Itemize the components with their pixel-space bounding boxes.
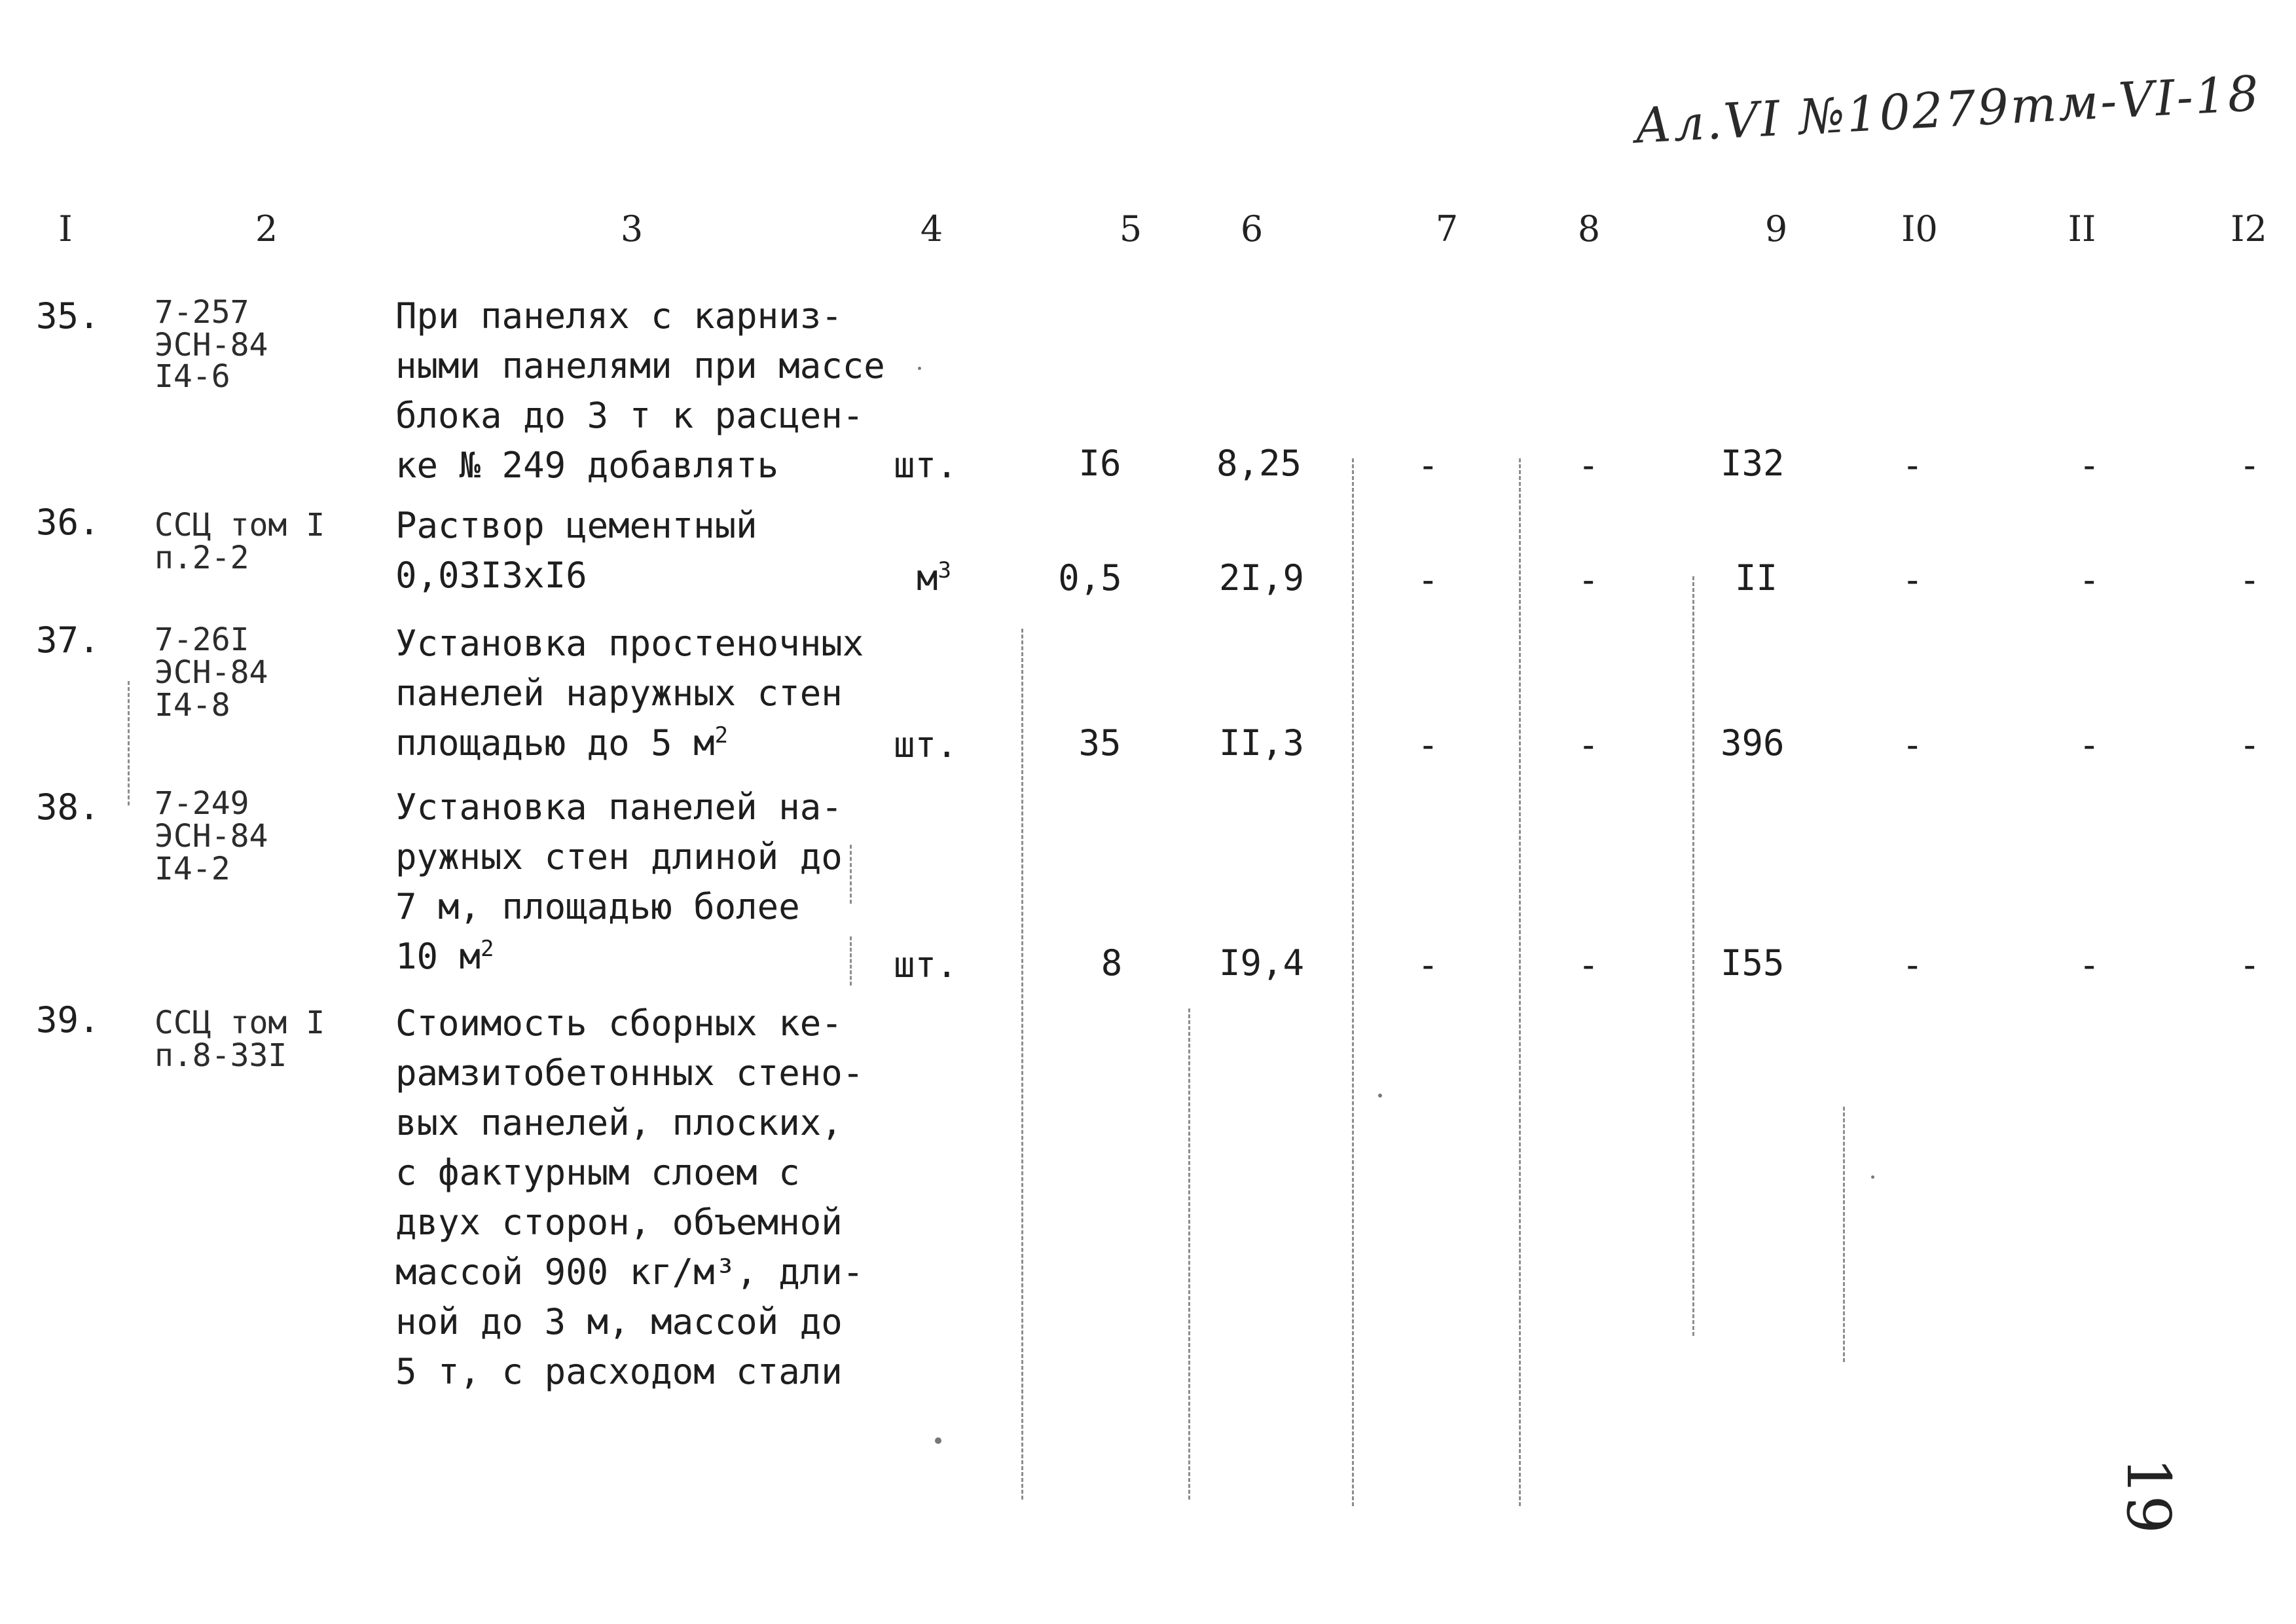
- col-header-6: 6: [1240, 208, 1264, 249]
- unit: шт.: [894, 445, 958, 486]
- col11-value: -: [2079, 445, 2100, 486]
- work-description: рамзитобетонных стено-: [395, 1052, 864, 1094]
- col12-value: -: [2239, 445, 2261, 486]
- col10-value: -: [1902, 724, 1923, 766]
- work-description: 10 $м^2$: [395, 936, 494, 977]
- quantity: 35: [1078, 722, 1121, 764]
- col12-value: -: [2239, 944, 2261, 986]
- norm-code: ССЦ том I: [155, 507, 325, 544]
- norm-code: ЭСН-84: [155, 818, 268, 855]
- quantity: I6: [1078, 443, 1121, 484]
- col12-value: -: [2239, 559, 2261, 600]
- total-cost: I55: [1721, 942, 1785, 984]
- scan-speck: [935, 1437, 941, 1444]
- col10-value: -: [1902, 445, 1923, 486]
- unit: шт.: [894, 944, 958, 986]
- work-description: площадью до 5 $м^2$: [395, 722, 729, 764]
- column-rule: [1352, 458, 1354, 1506]
- page-number: 19: [2113, 1457, 2183, 1534]
- col-header-7: 7: [1435, 208, 1459, 249]
- norm-code: ЭСН-84: [155, 654, 268, 691]
- work-description: Установка панелей на-: [395, 786, 843, 828]
- unit-price: 8,25: [1216, 443, 1302, 484]
- norm-code: I4-2: [155, 851, 230, 887]
- row-number: 38.: [36, 786, 100, 828]
- col-header-1: I: [58, 208, 73, 249]
- work-description: 5 т, с расходом стали: [395, 1351, 843, 1392]
- work-description: ружных стен длиной до: [395, 836, 843, 877]
- row-number: 37.: [36, 619, 100, 661]
- quantity: 8: [1101, 942, 1123, 984]
- col-header-9: 9: [1764, 208, 1788, 249]
- norm-code: п.2-2: [155, 540, 249, 576]
- work-description: ной до 3 м, массой до: [395, 1301, 843, 1342]
- norm-code: 7-249: [155, 785, 249, 822]
- norm-code: ССЦ том I: [155, 1005, 325, 1041]
- work-description: с фактурным слоем с: [395, 1152, 800, 1193]
- work-description: 0,03I3xI6: [395, 555, 587, 596]
- col-header-11: II: [2068, 208, 2096, 249]
- col-header-5: 5: [1119, 208, 1142, 249]
- work-description: Стоимость сборных ке-: [395, 1003, 843, 1044]
- col7-value: -: [1417, 559, 1439, 600]
- col11-value: -: [2079, 559, 2100, 600]
- column-rule: [1519, 458, 1521, 1506]
- norm-code: I4-8: [155, 687, 230, 724]
- norm-code: ЭСН-84: [155, 327, 268, 363]
- col7-value: -: [1417, 944, 1439, 986]
- col-header-10: I0: [1901, 208, 1938, 249]
- quantity: 0,5: [1058, 557, 1122, 599]
- col-header-12: I2: [2231, 208, 2267, 249]
- scan-speck: [1378, 1094, 1382, 1098]
- total-cost: 396: [1721, 722, 1785, 764]
- column-rule: [1188, 1008, 1190, 1500]
- col-header-4: 4: [920, 208, 943, 249]
- unit: $м^3$: [917, 557, 951, 599]
- work-description: ными панелями при массе: [395, 345, 885, 386]
- norm-code: I4-6: [155, 358, 230, 395]
- row-number: 35.: [36, 295, 100, 337]
- col-header-2: 2: [255, 208, 278, 249]
- scan-speck: [1871, 1175, 1874, 1179]
- work-description: 7 м, площадью более: [395, 886, 800, 927]
- col7-value: -: [1417, 724, 1439, 766]
- total-cost: I32: [1721, 443, 1785, 484]
- work-description: массой 900 кг/м³, дли-: [395, 1251, 864, 1293]
- col12-value: -: [2239, 724, 2261, 766]
- col8-value: -: [1578, 559, 1599, 600]
- column-rule: [850, 845, 852, 904]
- archive-stamp: Ал.VI №10279тм-VI-18: [1633, 65, 2262, 155]
- column-rule: [128, 681, 130, 805]
- unit-superscript: 2: [714, 722, 729, 748]
- work-description: При панелях с карниз-: [395, 295, 843, 337]
- col-header-3: 3: [620, 208, 644, 249]
- unit-price: 2I,9: [1219, 557, 1305, 599]
- row-number: 39.: [36, 999, 100, 1041]
- work-description: ке № 249 добавлять: [395, 445, 779, 486]
- work-description: вых панелей, плоских,: [395, 1102, 843, 1143]
- norm-code: 7-257: [155, 294, 249, 331]
- work-description: блока до 3 т к расцен-: [395, 395, 864, 436]
- unit-superscript: 3: [938, 557, 951, 583]
- col8-value: -: [1578, 445, 1599, 486]
- total-cost: II: [1735, 557, 1778, 599]
- unit-superscript: 2: [481, 936, 494, 962]
- col10-value: -: [1902, 559, 1923, 600]
- col10-value: -: [1902, 944, 1923, 986]
- col8-value: -: [1578, 944, 1599, 986]
- col11-value: -: [2079, 944, 2100, 986]
- column-rule: [850, 936, 852, 986]
- column-rule: [1843, 1107, 1845, 1362]
- norm-code: п.8-33I: [155, 1037, 287, 1074]
- scan-speck: [918, 367, 921, 370]
- unit-price: II,3: [1219, 722, 1305, 764]
- work-description: панелей наружных стен: [395, 673, 843, 714]
- work-description: Раствор цементный: [395, 505, 757, 546]
- work-description: Установка простеночных: [395, 623, 864, 664]
- column-rule: [1692, 576, 1694, 1336]
- col11-value: -: [2079, 724, 2100, 766]
- col-header-8: 8: [1577, 208, 1601, 249]
- col8-value: -: [1578, 724, 1599, 766]
- norm-code: 7-26I: [155, 621, 249, 658]
- row-number: 36.: [36, 502, 100, 543]
- unit-price: I9,4: [1219, 942, 1305, 984]
- unit: шт.: [894, 724, 958, 766]
- col7-value: -: [1417, 445, 1439, 486]
- work-description: двух сторон, объемной: [395, 1202, 843, 1243]
